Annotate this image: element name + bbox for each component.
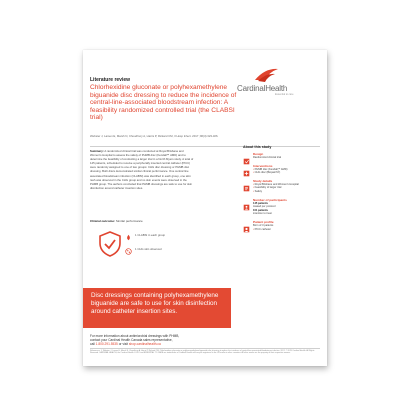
- callout-text: Disc dressings containing polyhexamethylene biguanide are safe to use for skin disinfection around catheter insertion sites.: [91, 292, 219, 315]
- sidebar-line: • CHG disc (Biopatch®): [253, 171, 319, 175]
- participants-icon: [243, 198, 250, 205]
- divider: [90, 348, 320, 349]
- interventions-icon: [243, 164, 250, 171]
- stat-number: 1: [135, 233, 137, 237]
- more-info-line1: For more information about antimicrobial dressings with PHMB,: [90, 334, 180, 338]
- stat-text: CLABSI in each group: [137, 233, 166, 237]
- clinical-outcome: [90, 219, 194, 223]
- summary-text: A randomized clinical trial was conducted at Royal Brisbane and Women's Hospital to assess the safety of PHMB disc (Kendall™ AMD) and to determine the feasibility of conducting a larger trial in a North Myers study. A total of 145 patients, scheduled to receive a peripherally inserted central catheter (PICC) were randomly assigned to one of two groups: CHG disc dressing or PHMB disc dressing. Both discs demonstrated similar clinical performance. One central line associated bloodstream infection (CLABSI) was identified in each group, one skin rash was observed in the CHG group and no skin events were observed in the PHMB group. The authors concluded that PHMB dressings are safe to use for skin disinfection around catheter insertion sites.: [90, 149, 194, 190]
- more-info-line2: contact your Cardinal Health Canada sales representative,: [90, 338, 173, 343]
- website-link[interactable]: shop.cardinalhealth.ca: [128, 342, 161, 347]
- sidebar-line: • Safety: [253, 190, 319, 194]
- stat-number: 1: [135, 247, 137, 251]
- sidebar-line: 101 patients: [253, 208, 268, 212]
- stat-clabsi: [135, 234, 165, 238]
- sidebar-title: About this study: [243, 145, 272, 149]
- more-info: [90, 334, 230, 347]
- cardinal-bird-icon: [253, 66, 279, 84]
- sidebar-line: 145 patients: [253, 201, 268, 205]
- sidebar-item-participants: [243, 198, 319, 216]
- sidebar-heading: Design: [253, 152, 264, 156]
- sidebar-heading: Number of participants: [253, 197, 287, 202]
- summary-paragraph: [90, 149, 194, 190]
- sidebar-heading: Study details: [253, 178, 273, 183]
- document-page: [83, 50, 327, 366]
- key-finding-callout: [83, 288, 231, 328]
- summary-label: Summary:: [90, 149, 104, 153]
- sidebar-line: • PHMB disc (Kendall™ AMD): [253, 168, 319, 172]
- about-study-sidebar: [243, 145, 319, 235]
- sidebar-heading: Interventions: [253, 163, 273, 168]
- study-details-icon: [243, 179, 250, 186]
- phone-link[interactable]: 1.800.291.5535: [95, 342, 118, 347]
- stat-text: CHG skin observed: [137, 247, 162, 251]
- sidebar-item-interventions: [243, 164, 319, 175]
- sidebar-line: • PICC catheter: [253, 228, 319, 232]
- shield-check-icon: [99, 231, 121, 257]
- stat-skin: [135, 248, 162, 252]
- patient-profile-icon: [243, 220, 250, 227]
- sidebar-line: treated per protocol: [253, 205, 276, 209]
- sidebar-line: Born of 3 patients: [253, 223, 274, 227]
- clinical-outcome-text: Similar performance: [115, 219, 143, 223]
- sidebar-item-study-details: [243, 179, 319, 194]
- sidebar-item-patient-profile: [243, 220, 319, 231]
- more-info-line3: call 1.800.291.5535 or visit shop.cardinalhealth.ca: [90, 342, 161, 347]
- blood-drop-icon: [125, 234, 132, 241]
- sidebar-line: • Royal Brisbane and Women's Hospital: [253, 183, 319, 187]
- logo-wordmark: CardinalHealth: [237, 84, 288, 93]
- design-icon: [243, 152, 250, 159]
- authors-citation: Webster J, Larsen E, Marsh N, Choudhury A, Harris P, Rickard CM, 3 Hosp Infect. 2017 ;96(4):323-326.: [90, 134, 219, 138]
- skin-rash-icon: [125, 248, 132, 255]
- section-label: Literature review: [90, 77, 131, 83]
- references: References: 1. Webster J, Larsen E, Marsh N, Choudhury A, Harris P, Rickard CM. Chlorhexidine gluconate or polyhexamethylene biguanide disc dressing to reduce the incidence of central-line-associated bloodstream infection. 2017. © 2019 Cardinal Health. All Rights Reserved. CARDINAL HEALTH, the Cardinal Health LOGO and ESSENTIAL TO CARE are trademarks of Cardinal Health and may be registered in the US and/or in other countries. All other marks are the property of their respective owners.: [90, 350, 315, 355]
- logo-tagline: Essential to care: [275, 93, 294, 96]
- sidebar-line: Randomized clinical trial: [253, 156, 281, 159]
- sidebar-line: • Feasibility of larger trial: [253, 186, 319, 190]
- sidebar-line: intention to treat: [253, 212, 272, 216]
- clinical-outcome-label: Clinical outcome:: [90, 219, 116, 223]
- outcome-stats: [90, 228, 194, 276]
- page-title: Chlorhexidine gluconate or polyhexamethylene biguanide disc dressing to reduce the incidence of central-line-associated bloodstream infection: A feasibility randomized controlled trial (the CLABSI trial): [90, 84, 237, 122]
- sidebar-heading: Patient profile: [253, 219, 274, 224]
- sidebar-item-design: [243, 152, 319, 160]
